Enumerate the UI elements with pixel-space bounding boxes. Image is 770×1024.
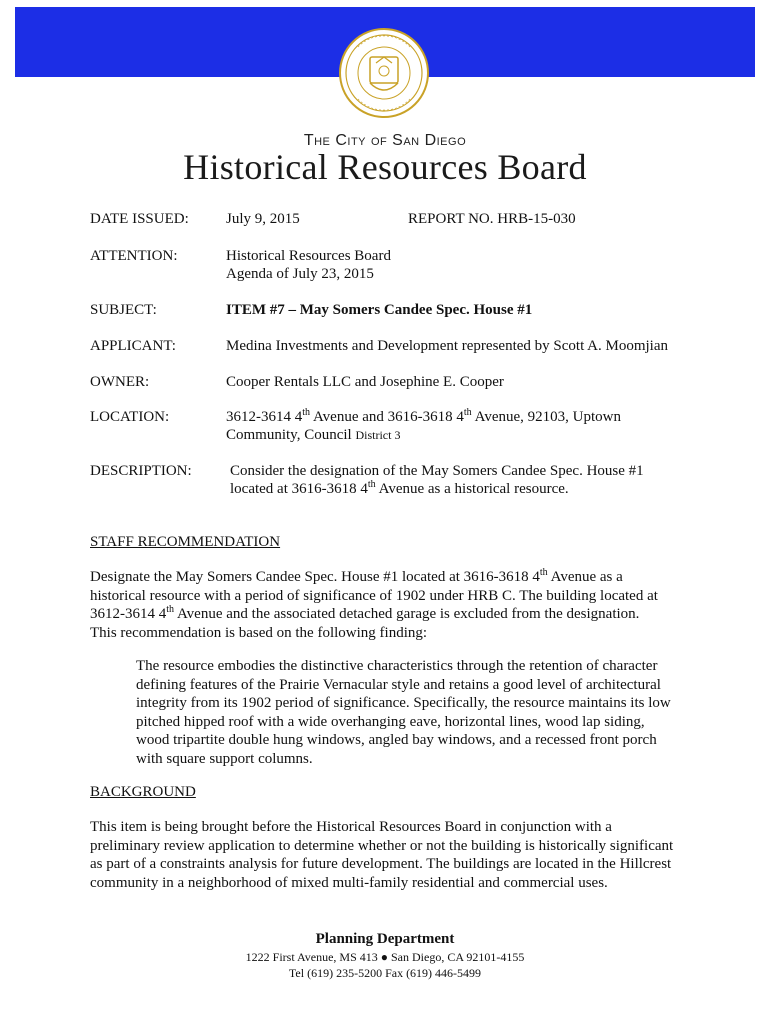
finding-line: defining features of the Prairie Vernacular style and retains a good level of architectural (136, 676, 661, 693)
location-sup-2: th (463, 407, 472, 418)
background-line: preliminary review application to determine whether or not the building is historically significant (90, 837, 674, 854)
finding-line: wood tripartite double hung windows, angled bay windows, and a recessed front porch (136, 732, 657, 748)
attention-line1: Historical Resources Board (226, 248, 391, 264)
board-title: Historical Resources Board (183, 147, 587, 187)
finding-block (136, 657, 676, 768)
finding-line: with square support columns. (136, 750, 313, 767)
location-part-a: 3612-3614 4 (226, 409, 303, 425)
staff-line-3b: Avenue and the associated detached garage is excluded from the designation. (174, 606, 640, 622)
staff-recommendation-body (90, 568, 690, 642)
city-line: The City of San Diego (303, 132, 467, 149)
description-part-b: Avenue as a historical resource. (375, 481, 569, 497)
finding-line: integrity from its 1902 period of significance. Specifically, the resource maintains its low (136, 695, 671, 711)
background-line: This item is being brought before the Historical Resources Board in conjunction with a (90, 819, 612, 835)
location-community: Community, Council (226, 427, 356, 443)
staff-line-3 (90, 605, 690, 624)
owner-label: OWNER: (90, 374, 150, 390)
subject-label: SUBJECT: (90, 302, 157, 318)
background-line: as part of a constraints analysis for future development. The buildings are located in the Hillcrest (90, 856, 672, 872)
staff-line-1b: Avenue as a (547, 569, 623, 585)
applicant-value: Medina Investments and Development represented by Scott A. Moomjian (226, 338, 668, 354)
staff-line-2: historical resource with a period of significance of 1902 under HRB C. The building located at (90, 587, 658, 604)
staff-sup-1: th (539, 567, 548, 578)
location-line2 (226, 426, 696, 444)
footer-phone: Tel (619) 235-5200 Fax (619) 446-5499 (288, 966, 482, 980)
finding-line: The resource embodies the distinctive characteristics through the retention of character (136, 658, 658, 674)
description-part-a: located at 3616-3618 4 (230, 481, 368, 497)
location-label: LOCATION: (90, 409, 170, 425)
background-heading: BACKGROUND (90, 784, 196, 800)
location-line1 (226, 408, 696, 426)
location-part-b: Avenue and 3616-3618 4 (310, 409, 464, 425)
description-line2 (230, 480, 700, 498)
description-sup: th (367, 479, 376, 490)
background-body (90, 818, 690, 892)
attention-line2: Agenda of July 23, 2015 (226, 266, 374, 282)
location-district: District 3 (355, 428, 401, 442)
staff-line-1a: Designate the May Somers Candee Spec. House #1 located at 3616-3618 4 (90, 569, 540, 585)
location-sup-1: th (302, 407, 311, 418)
attention-label: ATTENTION: (90, 248, 178, 264)
subject-value: ITEM #7 – May Somers Candee Spec. House #1 (226, 302, 533, 318)
staff-line-1 (90, 568, 690, 587)
background-line: community in a neighborhood of mixed multi-family residential and commercial uses. (90, 874, 608, 891)
staff-line-3a: 3612-3614 4 (90, 606, 167, 622)
date-value: July 9, 2015 (226, 211, 300, 227)
footer-department: Planning Department (315, 931, 455, 947)
applicant-label: APPLICANT: (90, 338, 176, 354)
staff-line-4: This recommendation is based on the following finding: (90, 624, 428, 641)
footer-address: 1222 First Avenue, MS 413 ● San Diego, CA 92101-4155 (245, 950, 525, 964)
staff-recommendation-heading: STAFF RECOMMENDATION (90, 534, 281, 550)
description-label: DESCRIPTION: (90, 463, 192, 479)
city-seal-icon (338, 27, 430, 119)
staff-sup-3: th (166, 604, 175, 615)
report-number: REPORT NO. HRB-15-030 (408, 211, 576, 227)
location-part-c: Avenue, 92103, Uptown (471, 409, 621, 425)
owner-value: Cooper Rentals LLC and Josephine E. Cooper (226, 374, 504, 390)
finding-line: pitched hipped roof with a wide overhanging eave, horizontal lines, wood lap siding, (136, 713, 645, 730)
description-line1: Consider the designation of the May Somers Candee Spec. House #1 (230, 463, 644, 479)
date-label: DATE ISSUED: (90, 211, 189, 227)
